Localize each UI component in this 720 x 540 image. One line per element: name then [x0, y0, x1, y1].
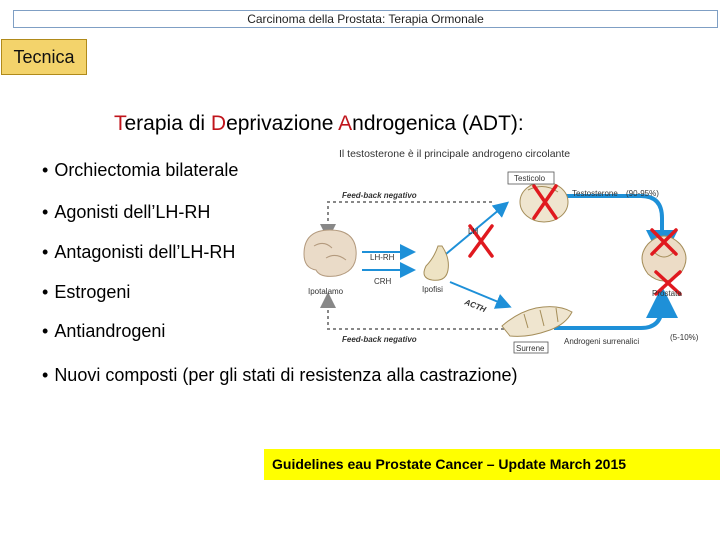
prostata-label: Prostata — [652, 289, 682, 298]
lhrh-label: LH-RH — [370, 253, 395, 262]
bullet-text: Agonisti dell’LH-RH — [54, 202, 211, 222]
bullet-text: Orchiectomia bilaterale — [54, 160, 239, 180]
title-letter-d: D — [210, 112, 227, 135]
surrene-label: Surrene — [516, 344, 545, 353]
title-colon: : — [517, 112, 524, 135]
testosterone-percent: (90-95%) — [626, 189, 659, 198]
bullet-text: Estrogeni — [54, 282, 131, 302]
title-part-2: eprivazione — [226, 112, 339, 135]
lh-label: LH — [468, 227, 479, 236]
bullet-item — [42, 365, 518, 386]
bullet-text: Nuovi composti (per gli stati di resistenza alla castrazione) — [54, 365, 518, 385]
bullet-dot: • — [42, 160, 49, 180]
hypothalamus-icon — [304, 230, 356, 276]
bullet-item — [42, 282, 130, 303]
feedback-bottom-label: Feed-back negativo — [342, 335, 417, 344]
ipofisi-label: Ipofisi — [422, 285, 443, 294]
guideline-citation: Guidelines eau Prostate Cancer – Update March 2015 — [264, 449, 720, 480]
title-letter-t: T — [114, 112, 125, 135]
acth-label: ACTH — [463, 297, 488, 315]
adt-pathway-figure — [296, 146, 708, 356]
section-tag: Tecnica — [1, 39, 87, 75]
title-part-1: erapia di — [124, 112, 211, 135]
title-letter-a: A — [338, 112, 353, 135]
feedback-bottom-line — [328, 296, 516, 329]
title-part-3: ndrogenica (ADT) — [352, 112, 518, 135]
block-x-marks — [470, 186, 680, 294]
header-title: Carcinoma della Prostata: Terapia Ormonale — [247, 12, 484, 26]
bullet-item — [42, 160, 238, 181]
bullet-item — [42, 242, 235, 263]
pituitary-icon — [424, 246, 448, 280]
bullet-dot: • — [42, 242, 49, 262]
bullet-item — [42, 321, 165, 342]
bullet-item — [42, 202, 210, 223]
bullet-dot: • — [42, 202, 49, 222]
testicolo-label: Testicolo — [514, 174, 546, 183]
crh-label: CRH — [374, 277, 392, 286]
androgeni-label: Androgeni surrenalici — [564, 337, 640, 346]
androgeni-percent: (5-10%) — [670, 333, 699, 342]
testosterone-label: Testosterone — [572, 189, 618, 198]
main-title — [114, 112, 524, 136]
header-title-box — [13, 10, 718, 28]
bullet-dot: • — [42, 365, 49, 385]
bullet-text: Antiandrogeni — [54, 321, 166, 341]
bullet-dot: • — [42, 321, 49, 341]
bullet-text: Antagonisti dell’LH-RH — [54, 242, 236, 262]
figure-title: Il testosterone è il principale androgeno circolante — [339, 148, 571, 160]
ipotalamo-label: Ipotalamo — [308, 287, 344, 296]
bullet-dot: • — [42, 282, 49, 302]
feedback-top-label: Feed-back negativo — [342, 191, 417, 200]
adrenal-icon — [502, 307, 572, 337]
